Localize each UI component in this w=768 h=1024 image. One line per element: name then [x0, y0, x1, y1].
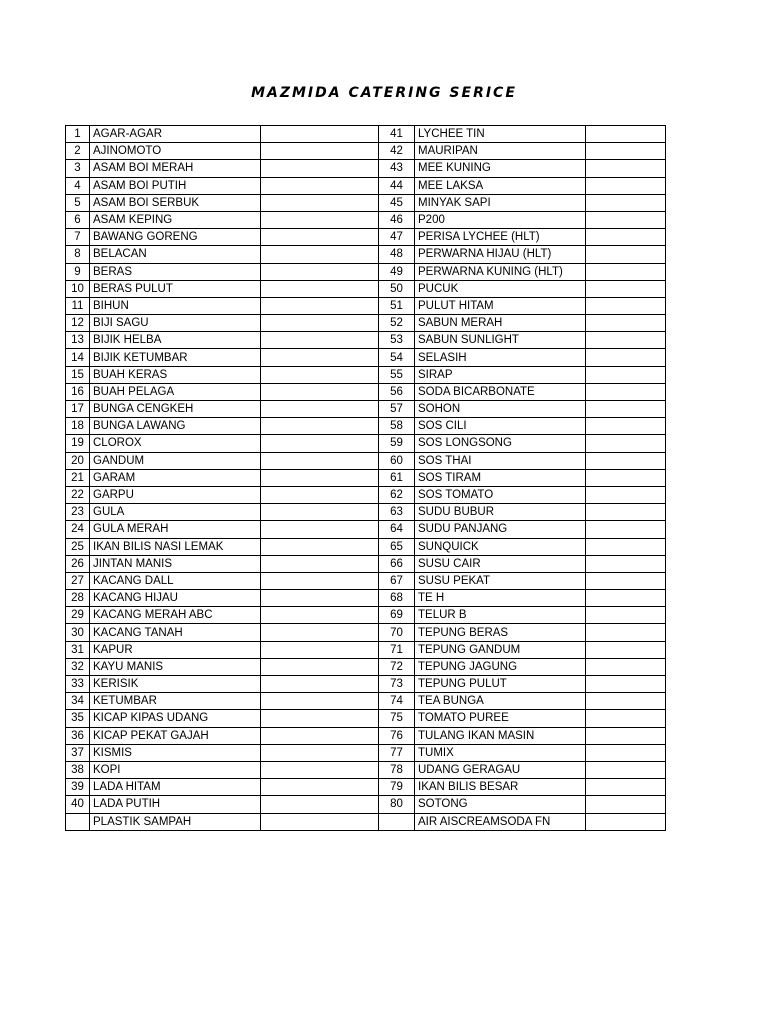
item-number-right: 58 [379, 418, 415, 435]
table-row [66, 315, 666, 332]
item-name-right: TE H [415, 590, 586, 607]
item-blank-left [261, 418, 379, 435]
item-name-right: SUDU PANJANG [415, 521, 586, 538]
item-number-right: 43 [379, 160, 415, 177]
item-blank-right [586, 486, 666, 503]
item-name-right: SABUN SUNLIGHT [415, 332, 586, 349]
item-name-right: SOS TOMATO [415, 486, 586, 503]
table-row [66, 126, 666, 143]
item-name-right: UDANG GERAGAU [415, 761, 586, 778]
item-name-right: TEA BUNGA [415, 693, 586, 710]
item-number-right: 42 [379, 143, 415, 160]
item-name-right: MEE KUNING [415, 160, 586, 177]
item-blank-left [261, 693, 379, 710]
item-blank-left [261, 246, 379, 263]
item-name-right: IKAN BILIS BESAR [415, 779, 586, 796]
item-name-right: TEPUNG GANDUM [415, 641, 586, 658]
item-name-left: LADA HITAM [90, 779, 261, 796]
item-blank-left [261, 469, 379, 486]
table-row [66, 177, 666, 194]
item-number-left: 38 [66, 761, 90, 778]
item-number-right: 73 [379, 676, 415, 693]
item-name-left: BAWANG GORENG [90, 229, 261, 246]
item-name-right: SOS TIRAM [415, 469, 586, 486]
item-number-left: 25 [66, 538, 90, 555]
item-number-left: 28 [66, 590, 90, 607]
item-name-left: LADA PUTIH [90, 796, 261, 813]
item-number-right: 59 [379, 435, 415, 452]
item-name-left: GARPU [90, 486, 261, 503]
item-blank-left [261, 280, 379, 297]
table-row [66, 813, 666, 830]
table-row [66, 641, 666, 658]
item-number-right: 62 [379, 486, 415, 503]
table-row [66, 469, 666, 486]
item-name-left: BUAH KERAS [90, 366, 261, 383]
item-blank-right [586, 607, 666, 624]
table-row [66, 486, 666, 503]
item-number-left: 19 [66, 435, 90, 452]
item-blank-left [261, 263, 379, 280]
item-blank-left [261, 572, 379, 589]
table-row [66, 280, 666, 297]
table-row [66, 796, 666, 813]
item-number-right: 66 [379, 555, 415, 572]
item-number-right: 56 [379, 383, 415, 400]
item-blank-right [586, 383, 666, 400]
item-blank-right [586, 143, 666, 160]
table-row [66, 418, 666, 435]
item-blank-right [586, 710, 666, 727]
item-table-body [66, 126, 666, 831]
item-name-left: GANDUM [90, 452, 261, 469]
table-row [66, 383, 666, 400]
item-blank-left [261, 383, 379, 400]
item-number-left: 32 [66, 658, 90, 675]
item-blank-left [261, 160, 379, 177]
item-blank-right [586, 401, 666, 418]
item-name-left: GULA MERAH [90, 521, 261, 538]
item-number-left: 6 [66, 211, 90, 228]
item-name-left: ASAM BOI PUTIH [90, 177, 261, 194]
table-row [66, 452, 666, 469]
item-name-right: SIRAP [415, 366, 586, 383]
item-name-right: TULANG IKAN MASIN [415, 727, 586, 744]
table-row [66, 779, 666, 796]
item-name-right: SOS CILI [415, 418, 586, 435]
item-blank-left [261, 366, 379, 383]
item-blank-left [261, 332, 379, 349]
table-row [66, 572, 666, 589]
item-number-right: 61 [379, 469, 415, 486]
item-number-left: 33 [66, 676, 90, 693]
item-blank-left [261, 727, 379, 744]
item-name-left: ASAM KEPING [90, 211, 261, 228]
table-row [66, 658, 666, 675]
table-row [66, 521, 666, 538]
item-name-left: BERAS PULUT [90, 280, 261, 297]
item-number-right: 47 [379, 229, 415, 246]
table-row [66, 435, 666, 452]
table-row [66, 555, 666, 572]
item-name-left: KICAP PEKAT GAJAH [90, 727, 261, 744]
item-number-right: 60 [379, 452, 415, 469]
item-name-right: SUDU BUBUR [415, 504, 586, 521]
item-blank-right [586, 246, 666, 263]
item-number-left: 30 [66, 624, 90, 641]
item-number-right: 51 [379, 297, 415, 314]
item-number-right: 64 [379, 521, 415, 538]
item-blank-left [261, 744, 379, 761]
item-name-left: KACANG TANAH [90, 624, 261, 641]
table-row [66, 143, 666, 160]
item-number-left: 13 [66, 332, 90, 349]
item-name-right: LYCHEE TIN [415, 126, 586, 143]
item-number-left: 40 [66, 796, 90, 813]
item-number-right: 79 [379, 779, 415, 796]
item-blank-right [586, 229, 666, 246]
item-blank-left [261, 504, 379, 521]
item-number-right: 41 [379, 126, 415, 143]
item-blank-right [586, 435, 666, 452]
item-name-right: PUCUK [415, 280, 586, 297]
table-row [66, 693, 666, 710]
item-name-left: CLOROX [90, 435, 261, 452]
item-number-left: 11 [66, 297, 90, 314]
item-name-right: SUSU CAIR [415, 555, 586, 572]
item-name-left: GARAM [90, 469, 261, 486]
item-number-right: 78 [379, 761, 415, 778]
item-blank-right [586, 555, 666, 572]
item-name-right: P200 [415, 211, 586, 228]
item-blank-left [261, 538, 379, 555]
table-row [66, 538, 666, 555]
item-number-right: 46 [379, 211, 415, 228]
item-blank-left [261, 676, 379, 693]
table-row [66, 727, 666, 744]
item-blank-left [261, 521, 379, 538]
item-name-right: SODA BICARBONATE [415, 383, 586, 400]
item-name-left: KICAP KIPAS UDANG [90, 710, 261, 727]
item-blank-left [261, 555, 379, 572]
item-number-left: 23 [66, 504, 90, 521]
item-number-right: 57 [379, 401, 415, 418]
item-number-left: 34 [66, 693, 90, 710]
item-name-left: KETUMBAR [90, 693, 261, 710]
item-blank-right [586, 349, 666, 366]
item-number-right: 45 [379, 194, 415, 211]
item-name-left: ASAM BOI MERAH [90, 160, 261, 177]
item-blank-left [261, 194, 379, 211]
item-blank-left [261, 710, 379, 727]
item-blank-right [586, 761, 666, 778]
item-number-right: 65 [379, 538, 415, 555]
table-row [66, 676, 666, 693]
item-number-right: 70 [379, 624, 415, 641]
item-name-left: JINTAN MANIS [90, 555, 261, 572]
item-blank-right [586, 641, 666, 658]
item-number-left: 29 [66, 607, 90, 624]
item-name-left: BUNGA LAWANG [90, 418, 261, 435]
item-name-right: TUMIX [415, 744, 586, 761]
item-blank-left [261, 297, 379, 314]
table-row [66, 710, 666, 727]
item-number-right: 44 [379, 177, 415, 194]
item-blank-right [586, 813, 666, 830]
item-blank-left [261, 143, 379, 160]
item-name-right: MINYAK SAPI [415, 194, 586, 211]
item-name-left: PLASTIK SAMPAH [90, 813, 261, 830]
item-number-right: 76 [379, 727, 415, 744]
table-row [66, 194, 666, 211]
item-blank-right [586, 280, 666, 297]
item-blank-right [586, 126, 666, 143]
item-table [65, 125, 666, 831]
item-number-left [66, 813, 90, 830]
item-name-left: BIJI SAGU [90, 315, 261, 332]
item-number-left: 15 [66, 366, 90, 383]
item-number-left: 8 [66, 246, 90, 263]
item-number-left: 1 [66, 126, 90, 143]
item-name-left: IKAN BILIS NASI LEMAK [90, 538, 261, 555]
item-number-left: 31 [66, 641, 90, 658]
table-row [66, 761, 666, 778]
item-blank-left [261, 177, 379, 194]
item-name-left: KACANG HIJAU [90, 590, 261, 607]
item-name-left: AGAR-AGAR [90, 126, 261, 143]
table-row [66, 504, 666, 521]
table-row [66, 366, 666, 383]
item-blank-right [586, 658, 666, 675]
item-blank-right [586, 624, 666, 641]
item-blank-left [261, 624, 379, 641]
item-number-left: 10 [66, 280, 90, 297]
item-blank-right [586, 177, 666, 194]
table-row [66, 349, 666, 366]
item-name-left: KACANG DALL [90, 572, 261, 589]
item-name-right: SUSU PEKAT [415, 572, 586, 589]
table-row [66, 332, 666, 349]
item-blank-right [586, 418, 666, 435]
item-blank-left [261, 761, 379, 778]
item-name-right: MAURIPAN [415, 143, 586, 160]
item-number-right: 48 [379, 246, 415, 263]
item-blank-right [586, 194, 666, 211]
item-blank-left [261, 813, 379, 830]
item-name-right: SOS THAI [415, 452, 586, 469]
item-blank-right [586, 332, 666, 349]
item-name-left: KERISIK [90, 676, 261, 693]
item-blank-left [261, 211, 379, 228]
item-name-right: SOTONG [415, 796, 586, 813]
item-blank-right [586, 590, 666, 607]
item-number-right: 67 [379, 572, 415, 589]
item-blank-right [586, 297, 666, 314]
item-blank-left [261, 435, 379, 452]
item-number-left: 39 [66, 779, 90, 796]
item-number-right: 54 [379, 349, 415, 366]
table-row [66, 229, 666, 246]
item-number-right: 49 [379, 263, 415, 280]
item-number-left: 14 [66, 349, 90, 366]
item-name-left: KAPUR [90, 641, 261, 658]
item-name-left: BERAS [90, 263, 261, 280]
item-blank-right [586, 211, 666, 228]
item-blank-left [261, 229, 379, 246]
item-number-right: 55 [379, 366, 415, 383]
item-blank-right [586, 779, 666, 796]
item-blank-right [586, 469, 666, 486]
table-row [66, 744, 666, 761]
item-number-right: 72 [379, 658, 415, 675]
item-number-left: 18 [66, 418, 90, 435]
item-blank-right [586, 366, 666, 383]
item-blank-left [261, 349, 379, 366]
item-blank-left [261, 315, 379, 332]
item-blank-right [586, 572, 666, 589]
table-row [66, 624, 666, 641]
item-blank-right [586, 796, 666, 813]
item-blank-left [261, 452, 379, 469]
item-number-left: 21 [66, 469, 90, 486]
item-blank-right [586, 727, 666, 744]
item-name-left: BIHUN [90, 297, 261, 314]
item-name-right: PERWARNA HIJAU (HLT) [415, 246, 586, 263]
item-name-right: PULUT HITAM [415, 297, 586, 314]
item-name-right: MEE LAKSA [415, 177, 586, 194]
item-number-right: 75 [379, 710, 415, 727]
item-name-right: SUNQUICK [415, 538, 586, 555]
item-number-right: 80 [379, 796, 415, 813]
item-blank-right [586, 315, 666, 332]
item-number-right: 77 [379, 744, 415, 761]
item-number-left: 4 [66, 177, 90, 194]
item-number-left: 2 [66, 143, 90, 160]
item-number-left: 36 [66, 727, 90, 744]
item-number-left: 7 [66, 229, 90, 246]
item-blank-left [261, 590, 379, 607]
item-name-left: GULA [90, 504, 261, 521]
item-name-right: AIR AISCREAMSODA FN [415, 813, 586, 830]
item-name-right: SOS LONGSONG [415, 435, 586, 452]
item-number-right: 63 [379, 504, 415, 521]
item-name-left: AJINOMOTO [90, 143, 261, 160]
item-number-right: 69 [379, 607, 415, 624]
item-number-right: 68 [379, 590, 415, 607]
item-blank-right [586, 160, 666, 177]
item-name-left: BELACAN [90, 246, 261, 263]
item-number-right [379, 813, 415, 830]
item-number-left: 16 [66, 383, 90, 400]
item-number-left: 20 [66, 452, 90, 469]
item-name-right: TOMATO PUREE [415, 710, 586, 727]
item-name-left: KISMIS [90, 744, 261, 761]
table-row [66, 246, 666, 263]
page-title: MAZMIDA CATERING SERICE [251, 85, 517, 101]
item-number-right: 50 [379, 280, 415, 297]
item-blank-right [586, 744, 666, 761]
item-name-right: SABUN MERAH [415, 315, 586, 332]
table-row [66, 160, 666, 177]
item-number-left: 26 [66, 555, 90, 572]
item-name-right: PERWARNA KUNING (HLT) [415, 263, 586, 280]
table-row [66, 297, 666, 314]
table-row [66, 590, 666, 607]
item-blank-right [586, 452, 666, 469]
item-number-right: 53 [379, 332, 415, 349]
item-number-left: 9 [66, 263, 90, 280]
item-name-right: SELASIH [415, 349, 586, 366]
item-name-left: BIJIK HELBA [90, 332, 261, 349]
item-name-left: BUAH PELAGA [90, 383, 261, 400]
item-blank-right [586, 263, 666, 280]
item-number-right: 71 [379, 641, 415, 658]
item-number-left: 12 [66, 315, 90, 332]
item-blank-left [261, 486, 379, 503]
item-blank-right [586, 693, 666, 710]
item-number-left: 37 [66, 744, 90, 761]
item-blank-right [586, 538, 666, 555]
item-name-left: ASAM BOI SERBUK [90, 194, 261, 211]
item-number-left: 22 [66, 486, 90, 503]
table-row [66, 263, 666, 280]
item-number-left: 17 [66, 401, 90, 418]
item-number-left: 27 [66, 572, 90, 589]
item-name-right: TEPUNG BERAS [415, 624, 586, 641]
item-blank-left [261, 779, 379, 796]
item-name-right: TEPUNG PULUT [415, 676, 586, 693]
item-number-right: 52 [379, 315, 415, 332]
item-name-right: TEPUNG JAGUNG [415, 658, 586, 675]
item-blank-left [261, 796, 379, 813]
item-blank-right [586, 676, 666, 693]
item-number-left: 5 [66, 194, 90, 211]
item-name-right: PERISA LYCHEE (HLT) [415, 229, 586, 246]
item-number-left: 24 [66, 521, 90, 538]
item-blank-left [261, 658, 379, 675]
item-blank-left [261, 607, 379, 624]
item-name-right: TELUR B [415, 607, 586, 624]
item-number-left: 35 [66, 710, 90, 727]
table-row [66, 607, 666, 624]
item-blank-left [261, 401, 379, 418]
item-name-left: KAYU MANIS [90, 658, 261, 675]
table-row [66, 211, 666, 228]
item-blank-left [261, 126, 379, 143]
item-number-left: 3 [66, 160, 90, 177]
item-blank-right [586, 504, 666, 521]
item-blank-left [261, 641, 379, 658]
item-blank-right [586, 521, 666, 538]
item-name-left: KOPI [90, 761, 261, 778]
item-name-right: SOHON [415, 401, 586, 418]
item-number-right: 74 [379, 693, 415, 710]
table-row [66, 401, 666, 418]
item-name-left: KACANG MERAH ABC [90, 607, 261, 624]
item-name-left: BIJIK KETUMBAR [90, 349, 261, 366]
item-name-left: BUNGA CENGKEH [90, 401, 261, 418]
